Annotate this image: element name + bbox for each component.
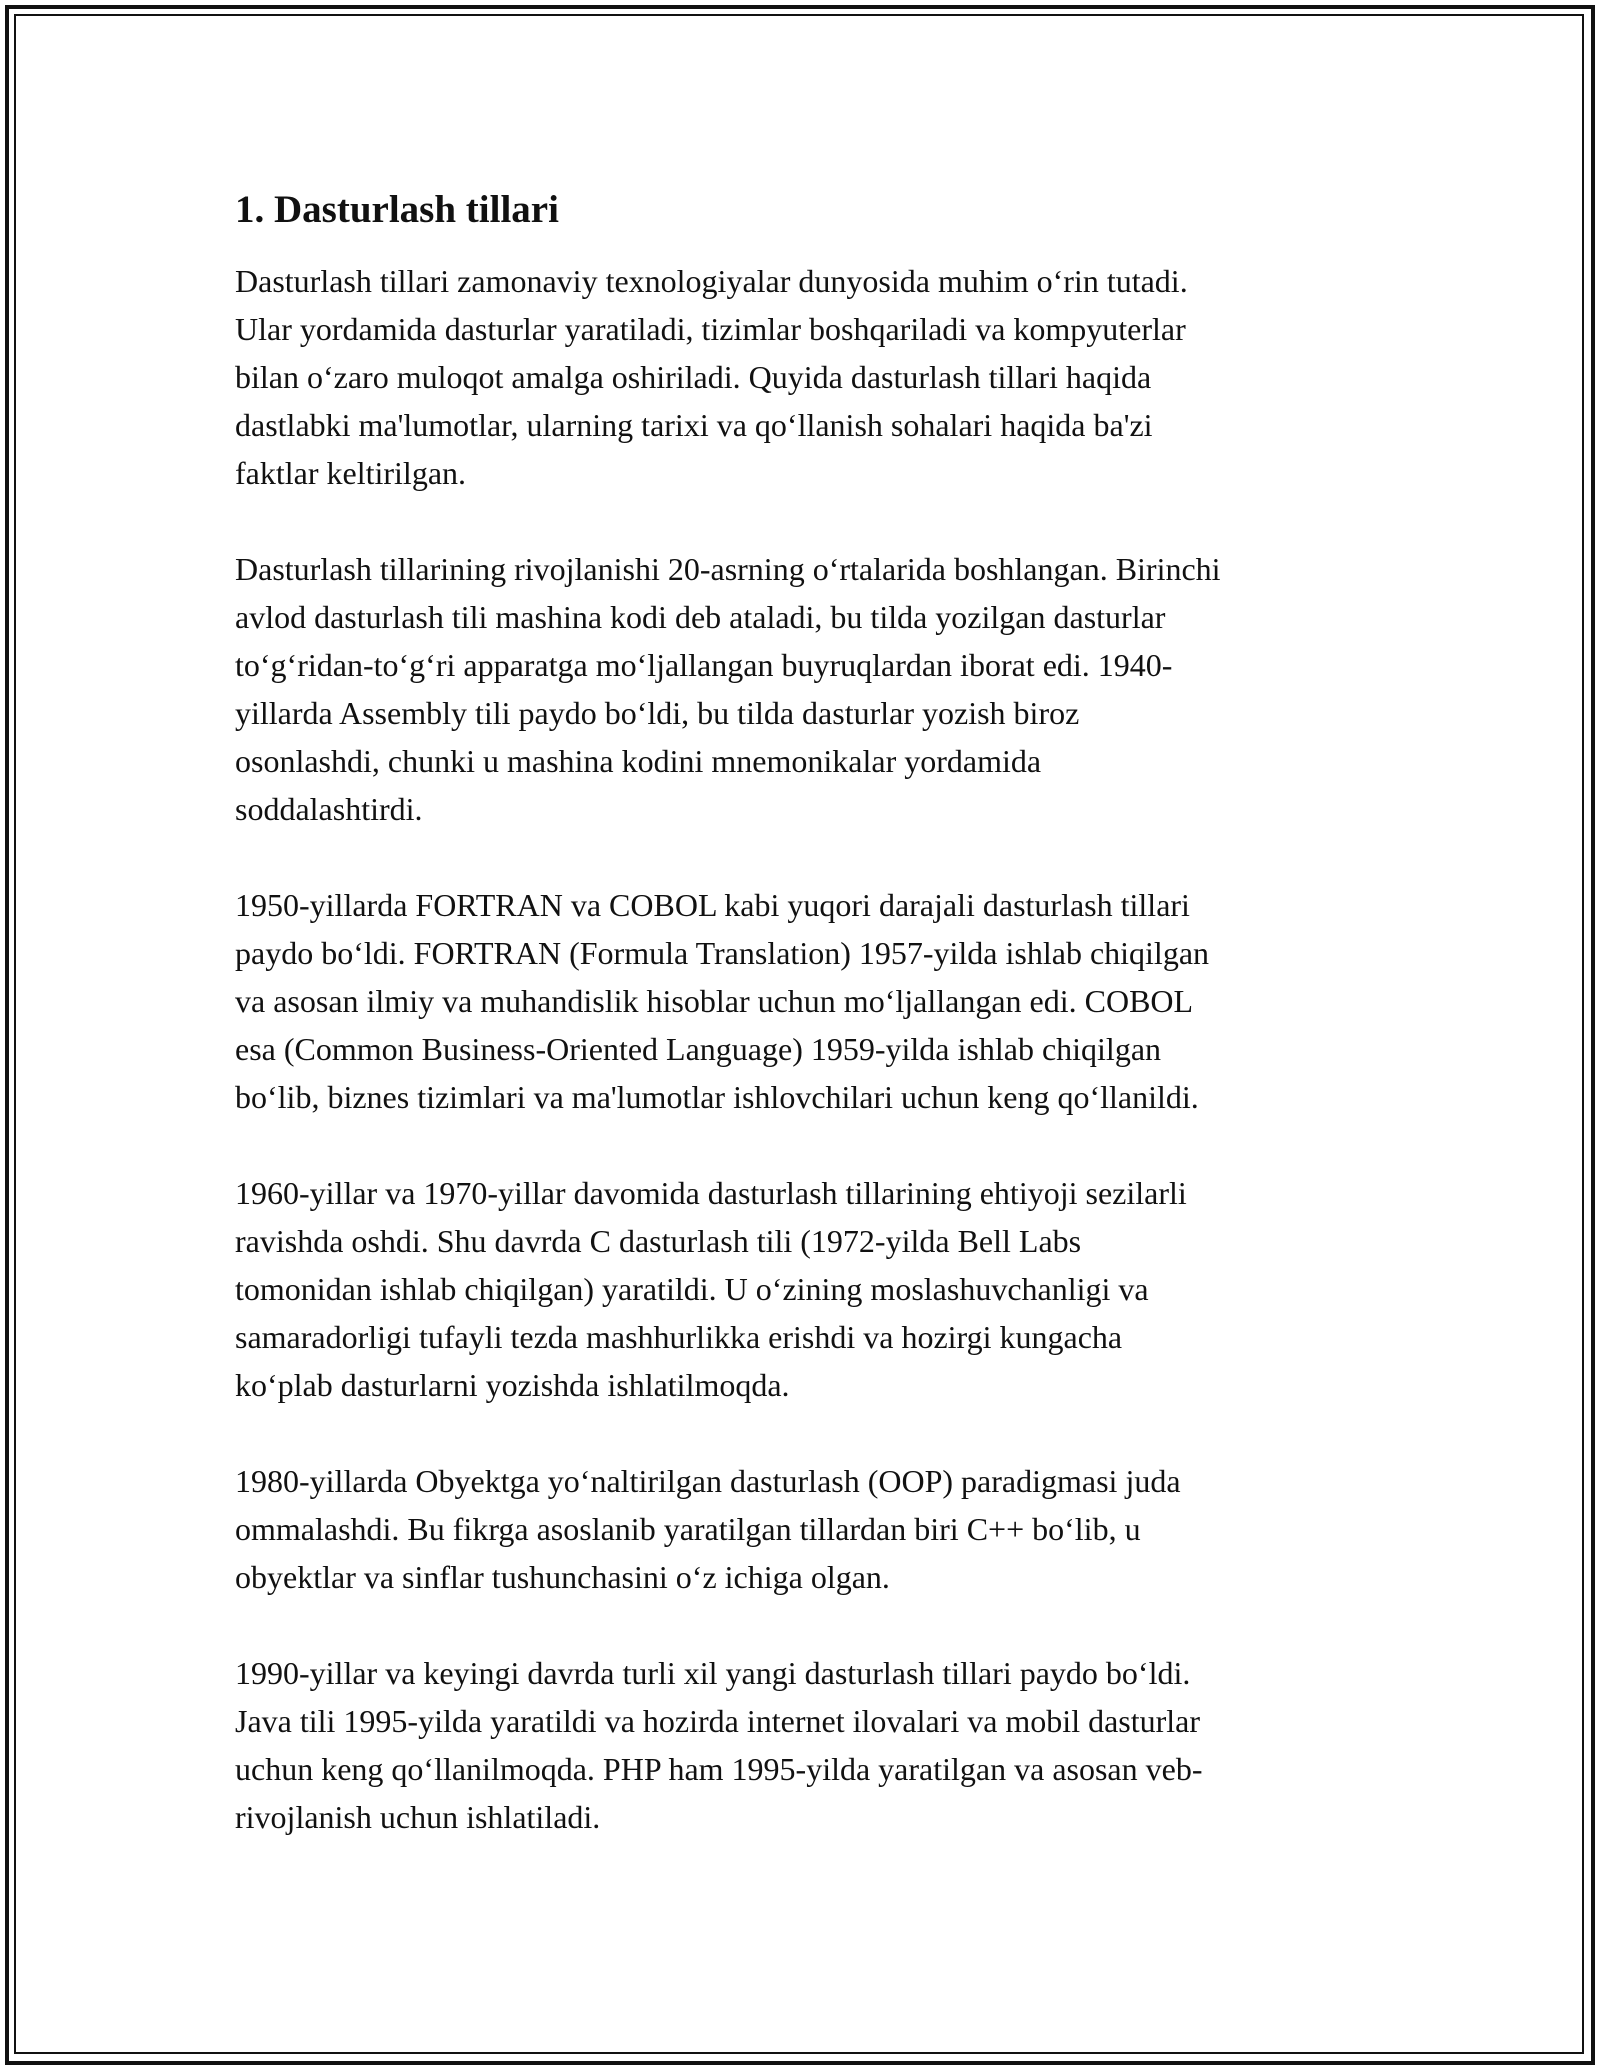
text-line: samaradorligi tufayli tezda mashhurlikka erishdi va hozirgi kungacha bbox=[235, 1319, 1123, 1355]
text-line: Java tili 1995-yilda yaratildi va hozirda internet ilovalari va mobil dasturlar bbox=[235, 1703, 1201, 1739]
text-line: avlod dasturlash tili mashina kodi deb ataladi, bu tilda yozilgan dasturlar bbox=[235, 599, 1166, 635]
text-line: Ular yordamida dasturlar yaratiladi, tizimlar boshqariladi va kompyuterlar bbox=[235, 311, 1186, 347]
text-line: toʻgʻridan-toʻgʻri apparatga moʻljallangan buyruqlardan iborat edi. 1940- bbox=[235, 647, 1173, 683]
text-line: Dasturlash tillarining rivojlanishi 20-asrning oʻrtalarida boshlangan. Birinchi bbox=[235, 551, 1221, 587]
text-line: koʻplab dasturlarni yozishda ishlatilmoqda. bbox=[235, 1367, 790, 1403]
text-line: esa (Common Business-Oriented Language) 1959-yilda ishlab chiqilgan bbox=[235, 1031, 1162, 1067]
text-line: va asosan ilmiy va muhandislik hisoblar uchun moʻljallangan edi. COBOL bbox=[235, 983, 1194, 1019]
paragraph-intro bbox=[235, 257, 1375, 497]
text-line: dastlabki ma'lumotlar, ularning tarixi va qoʻllanish sohalari haqida ba'zi bbox=[235, 407, 1153, 443]
paragraph-1960s-1970s bbox=[235, 1169, 1375, 1409]
document-body bbox=[235, 185, 1375, 1889]
text-line: 1980-yillarda Obyektga yoʻnaltirilgan dasturlash (OOP) paradigmasi juda bbox=[235, 1463, 1181, 1499]
paragraph-1950s bbox=[235, 881, 1375, 1121]
text-line: Dasturlash tillari zamonaviy texnologiyalar dunyosida muhim oʻrin tutadi. bbox=[235, 263, 1188, 299]
text-line: ommalashdi. Bu fikrga asoslanib yaratilgan tillardan biri C++ boʻlib, u bbox=[235, 1511, 1141, 1547]
text-line: obyektlar va sinflar tushunchasini oʻz ichiga olgan. bbox=[235, 1559, 890, 1595]
paragraph-early-history bbox=[235, 545, 1375, 833]
text-line: tomonidan ishlab chiqilgan) yaratildi. U oʻzining moslashuvchanligi va bbox=[235, 1271, 1149, 1307]
text-line: paydo boʻldi. FORTRAN (Formula Translation) 1957-yilda ishlab chiqilgan bbox=[235, 935, 1210, 971]
text-line: 1990-yillar va keyingi davrda turli xil yangi dasturlash tillari paydo boʻldi. bbox=[235, 1655, 1191, 1691]
text-line: faktlar keltirilgan. bbox=[235, 455, 467, 491]
text-line: yillarda Assembly tili paydo boʻldi, bu tilda dasturlar yozish biroz bbox=[235, 695, 1080, 731]
text-line: bilan oʻzaro muloqot amalga oshiriladi. Quyida dasturlash tillari haqida bbox=[235, 359, 1152, 395]
text-line: osonlashdi, chunki u mashina kodini mnemonikalar yordamida bbox=[235, 743, 1042, 779]
text-line: uchun keng qoʻllanilmoqda. PHP ham 1995-yilda yaratilgan va asosan veb- bbox=[235, 1751, 1203, 1787]
text-line: ravishda oshdi. Shu davrda C dasturlash tili (1972-yilda Bell Labs bbox=[235, 1223, 1082, 1259]
text-line: 1960-yillar va 1970-yillar davomida dasturlash tillarining ehtiyoji sezilarli bbox=[235, 1175, 1187, 1211]
text-line: rivojlanish uchun ishlatiladi. bbox=[235, 1799, 601, 1835]
text-line: 1950-yillarda FORTRAN va COBOL kabi yuqori darajali dasturlash tillari bbox=[235, 887, 1190, 923]
section-heading: 1. Dasturlash tillari bbox=[235, 188, 559, 231]
text-line: soddalashtirdi. bbox=[235, 791, 423, 827]
paragraph-1980s bbox=[235, 1457, 1375, 1601]
text-line: boʻlib, biznes tizimlari va ma'lumotlar ishlovchilari uchun keng qoʻllanildi. bbox=[235, 1079, 1199, 1115]
paragraph-1990s bbox=[235, 1649, 1375, 1841]
